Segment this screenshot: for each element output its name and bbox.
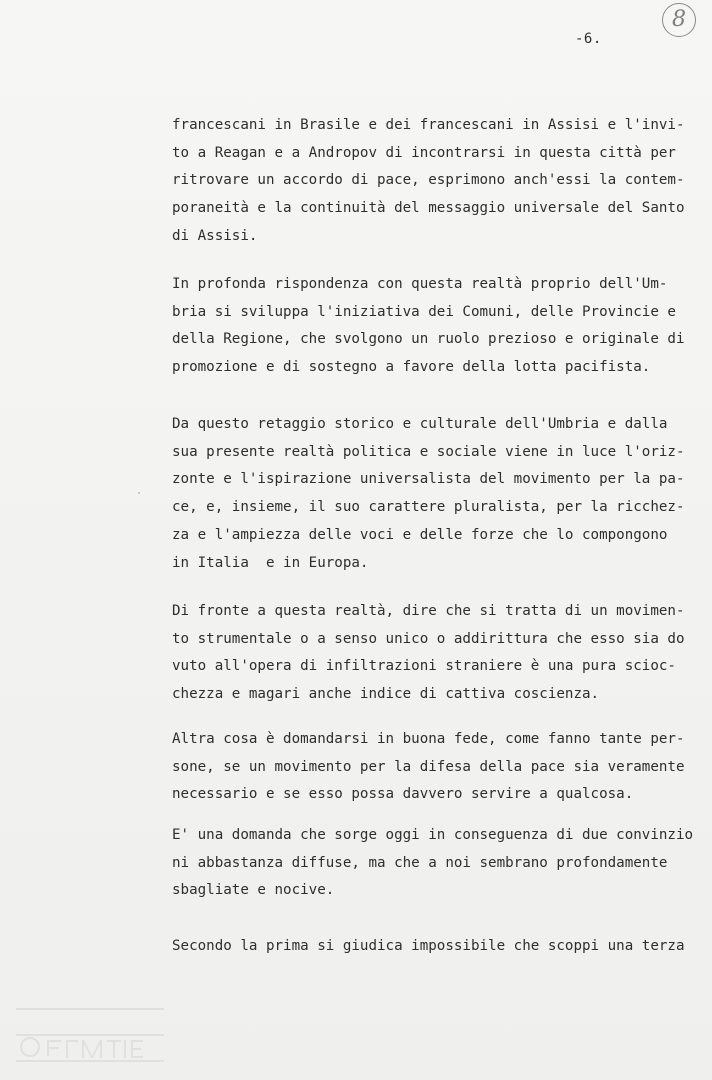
paragraph-2: In profonda rispondenza con questa realtà proprio dell'Um- bria si sviluppa l'iniziativa dei Comuni, delle Provincie e della Regione, che svolgono un ruolo prezioso e originale di promozione e di sostegno a favore della lotta pacifista. [172, 276, 685, 376]
paragraph-1: francescani in Brasile e dei francescani in Assisi e l'invi- to a Reagan e a Andropov di incontrarsi in questa città per ritrovare un accordo di pace, esprimono anch'essi la contem- poraneità e la continuità del messaggio universale del Santo di Assisi. [172, 117, 685, 244]
paragraph-3: Da questo retaggio storico e culturale dell'Umbria e dalla sua presente realtà politica e sociale viene in luce l'oriz- zonte e l'ispirazione universalista del movimento per la pa- ce, e, insieme, il suo carattere pluralista, per la ricchez- za e l'ampiezza delle voci e delle forze che lo compongono in Italia e in Europa. [172, 416, 685, 571]
paragraph-4: Di fronte a questa realtà, dire che si tratta di un movimen- to strumentale o a senso unico o addirittura che esso sia do vuto all'opera di infiltrazioni straniere è una pura scioc- chezza e magari anche indice di cattiva coscienza. [172, 603, 685, 703]
foundation-watermark [10, 1000, 170, 1070]
page-number: -6. [575, 31, 602, 47]
scan-speck [138, 492, 140, 494]
paragraph-7: Secondo la prima si giudica impossibile che scoppi una terza [172, 938, 685, 954]
paragraph-6: E' una domanda che sorge oggi in conseguenza di due convinzio ni abbastanza diffuse, ma che a noi sembrano profondamente sbagliate e nocive. [172, 827, 694, 899]
archive-stamp [662, 3, 696, 37]
stamp-number: 8 [672, 7, 686, 32]
paragraph-5: Altra cosa è domandarsi in buona fede, come fanno tante per- sone, se un movimento per la difesa della pace sia veramente necessario e se esso possa davvero servire a qualcosa. [172, 731, 685, 803]
